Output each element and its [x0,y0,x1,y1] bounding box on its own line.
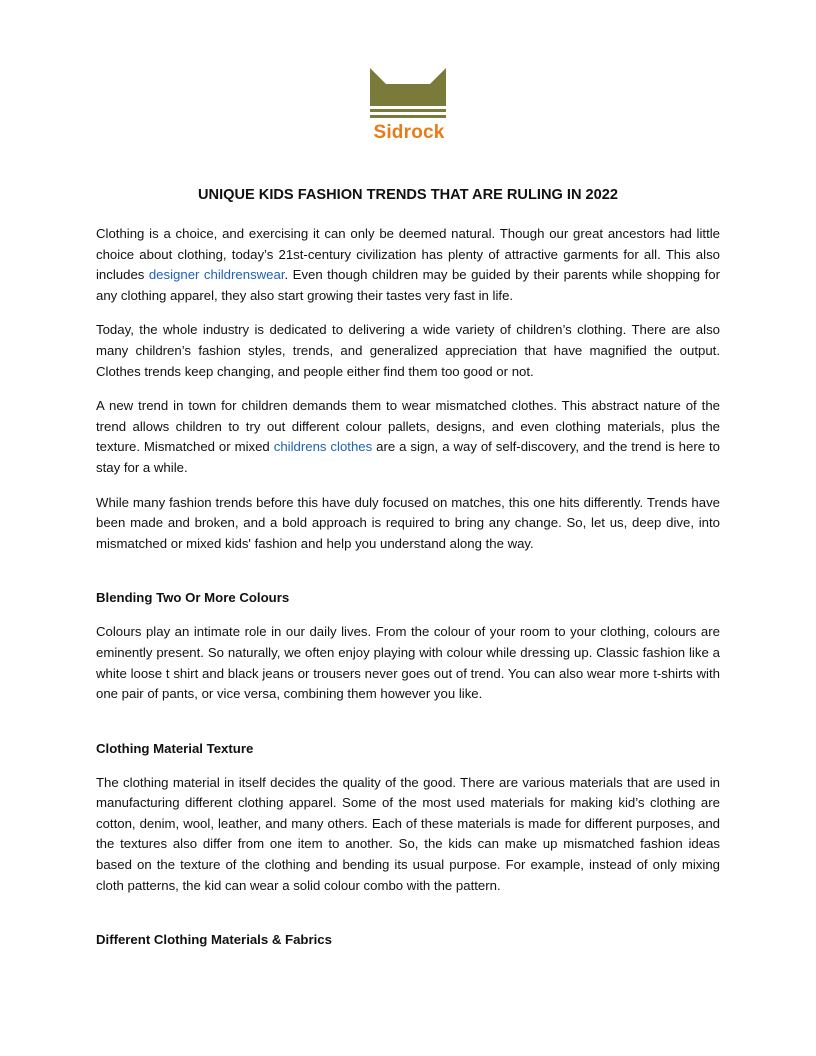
childrens-clothes-link[interactable]: childrens clothes [273,439,373,455]
article-title: UNIQUE KIDS FASHION TRENDS THAT ARE RULING IN 2022 [197,187,619,203]
brand-logo [366,66,452,146]
section-heading-materials: Different Clothing Materials & Fabrics [96,932,332,948]
paragraph-intro [96,224,720,306]
section-text-texture: The clothing material in itself decides the quality of the good. There are various materials that are used in manufacturing different clothing apparel. Some of the most used materials for making kid’s clothing are cotton, denim, wool, leather, and many others. Each of these materials is made for different purposes, and the textures also differ from one item to another. So, the kids can make up mismatched fashion ideas based on the texture of the clothing and bending its usual purpose. For example, instead of only mixing cloth patterns, the kid can wear a solid colour combo with the pattern. [96,774,720,893]
section-text-colours: Colours play an intimate role in our daily lives. From the colour of your room to your clothing, colours are eminently present. So naturally, we often enjoy playing with colour while dressing up. Classic fashion like a white loose t shirt and black jeans or trousers never goes out of trend. You can also wear more t-shirts with one pair of pants, or vice versa, combining them however you like. [96,624,720,702]
paragraph-text: Clothing is a choice, and exercising it can only be deemed natural. Though our great ancestors had little choice about clothing, today’s 21st-century civilization has plenty of attractive garments for all. This also includes [96,226,720,283]
paragraph-industry: Today, the whole industry is dedicated to delivering a wide variety of children’s clothing. There are also many children’s fashion styles, trends, and generalized appreciation that have magnified the output. Clothes trends keep changing, and people either find them too good or not. [96,322,720,379]
paragraph-text: . Even though children may be guided by their parents while shopping for any clothing apparel, they also start growing their tastes very fast in life. [96,267,720,303]
article-body [96,184,720,964]
paragraph-deep-dive: While many fashion trends before this have duly focused on matches, this one hits differently. Trends have been made and broken, and a bold approach is required to bring any change. So, let us, deep dive, into mismatched or mixed kids' fashion and help you understand along the way. [96,494,720,551]
paragraph-text: are a sign, a way of self-discovery, and the trend is here to stay for a while. [96,439,720,475]
section-heading-texture: Clothing Material Texture [96,740,254,756]
paragraph-trend [96,396,720,478]
section-heading-colours: Blending Two Or More Colours [96,590,290,606]
paragraph-text: A new trend in town for children demands them to wear mismatched clothes. This abstract nature of the trend allows children to try out different colour pallets, designs, and even clothing materials, plus the texture. Mismatched or mixed [96,398,720,455]
cat-ears-stripes-icon [366,66,452,122]
brand-name: Sidrock [373,122,445,143]
designer-childrenswear-link[interactable]: designer childrenswear [148,267,285,283]
